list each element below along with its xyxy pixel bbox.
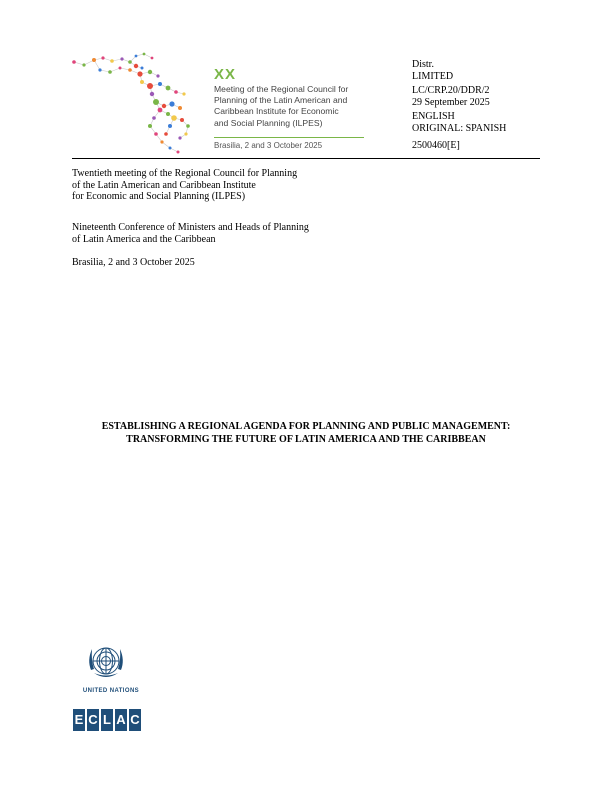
meeting-logo-date: Brasilia, 2 and 3 October 2025 — [214, 141, 323, 150]
document-language: ENGLISH — [412, 111, 455, 123]
united-nations-label: UNITED NATIONS — [82, 688, 140, 694]
document-title-line: TRANSFORMING THE FUTURE OF LATIN AMERICA AND THE CARIBBEAN — [126, 433, 486, 445]
meeting-info-line: for Economic and Social Planning (ILPES) — [72, 191, 246, 202]
conference-info-block — [72, 222, 372, 245]
eclac-letter: A — [115, 709, 127, 731]
eclac-letter: C — [87, 709, 99, 731]
meeting-info-line: Twentieth meeting of the Regional Council for Planning — [72, 168, 298, 179]
document-title — [72, 421, 540, 446]
meeting-logo-line: Caribbean Institute for Economic — [214, 106, 339, 117]
header-divider — [72, 158, 540, 159]
meeting-logo-line: Meeting of the Regional Council for — [214, 84, 349, 94]
meeting-info-block — [72, 168, 372, 203]
document-date: 29 September 2025 — [412, 96, 490, 108]
eclac-logo — [73, 709, 141, 731]
meeting-number: XX — [214, 66, 237, 83]
eclac-letter: L — [101, 709, 113, 731]
conference-info-line: of Latin America and the Caribbean — [72, 233, 216, 245]
meeting-logo-line: and Social Planning (ILPES) — [214, 117, 323, 128]
document-code: 2500460[E] — [412, 139, 460, 151]
venue-line: Brasilia, 2 and 3 October 2025 — [72, 257, 195, 268]
meeting-info-line: of the Latin American and Caribbean Institute — [72, 179, 256, 191]
eclac-letter: E — [73, 709, 85, 731]
meeting-logo-text — [214, 84, 374, 129]
document-title-line: ESTABLISHING A REGIONAL AGENDA FOR PLANNING AND PUBLIC MANAGEMENT: — [101, 421, 511, 432]
document-symbol: LC/CRP.20/DDR/2 — [412, 85, 490, 97]
original-language: ORIGINAL: SPANISH — [412, 122, 507, 134]
meeting-logo-rule — [214, 137, 364, 138]
un-emblem-icon — [85, 640, 127, 682]
distribution-block — [412, 59, 506, 151]
distr-limited: LIMITED — [412, 70, 454, 82]
venue-text — [72, 257, 372, 269]
conference-info-line: Nineteenth Conference of Ministers and Heads of Planning — [72, 222, 309, 233]
distr-label: Distr. — [412, 59, 434, 70]
meeting-logo-line: Planning of the Latin American and — [214, 95, 348, 106]
eclac-letter: C — [129, 709, 141, 731]
network-map-graphic — [70, 48, 210, 158]
